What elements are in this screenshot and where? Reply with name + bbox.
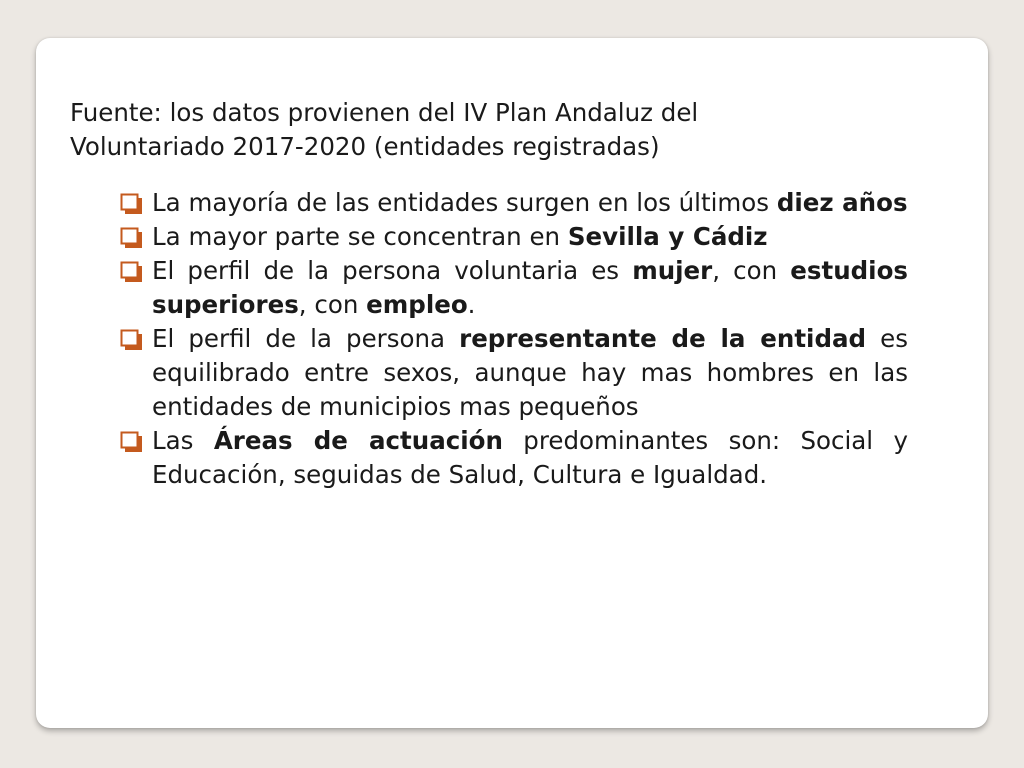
bullet-text-bold: Sevilla y Cádiz [567,222,768,251]
bullet-list [120,186,908,492]
checkbox-bullet-icon [120,431,144,453]
checkbox-bullet-icon [120,227,144,249]
slide-content [70,96,910,492]
bullet-text-run: La mayoría de las entidades surgen en los últimos [152,188,777,217]
bullet-text [152,322,908,424]
checkbox-square [122,229,138,244]
bullet-text-run: . [467,290,476,319]
checkbox-bullet-icon [120,329,144,351]
checkbox-square [122,433,138,448]
bullet-text-run: , con [298,290,367,319]
bullet-text-run: predominantes son: Social y Educación, seguidas de Salud, Cultura e Igualdad. [152,426,908,489]
checkbox-square [122,331,138,346]
checkbox-bullet-icon [120,261,144,283]
bullet-text [152,254,908,322]
bullet-text [152,424,908,492]
bullet-text-bold: estudios superiores [152,256,908,319]
source-text: Fuente: los datos provienen del IV Plan Andaluz del Voluntariado 2017-2020 (entidades registradas) [70,98,699,161]
checkbox-square [122,195,138,210]
bullet-text-bold: mujer [632,256,713,285]
bullet-text-bold: representante de la entidad [459,324,867,353]
bullet-text-run: La mayor parte se concentran en [152,222,568,251]
bullet-text-run: El perfil de la persona [152,324,460,353]
checkbox-bullet-icon [120,193,144,215]
bullet-text-bold: empleo [366,290,468,319]
bullet-item [120,220,908,254]
bullet-text-run: Las [152,426,214,455]
bullet-item [120,186,908,220]
bullet-text-run: es equilibrado entre sexos, aunque hay mas hombres en las entidades de municipios mas pequeños [152,324,908,421]
bullet-item [120,322,908,424]
bullet-text [152,220,908,254]
bullet-text-bold: Áreas de actuación [213,426,503,455]
bullet-text-run: , con [712,256,791,285]
bullet-item [120,424,908,492]
bullet-item [120,254,908,322]
bullet-text [152,186,908,220]
bullet-text-run: El perfil de la persona voluntaria es [152,256,633,285]
checkbox-square [122,263,138,278]
bullet-text-bold: diez años [776,188,908,217]
